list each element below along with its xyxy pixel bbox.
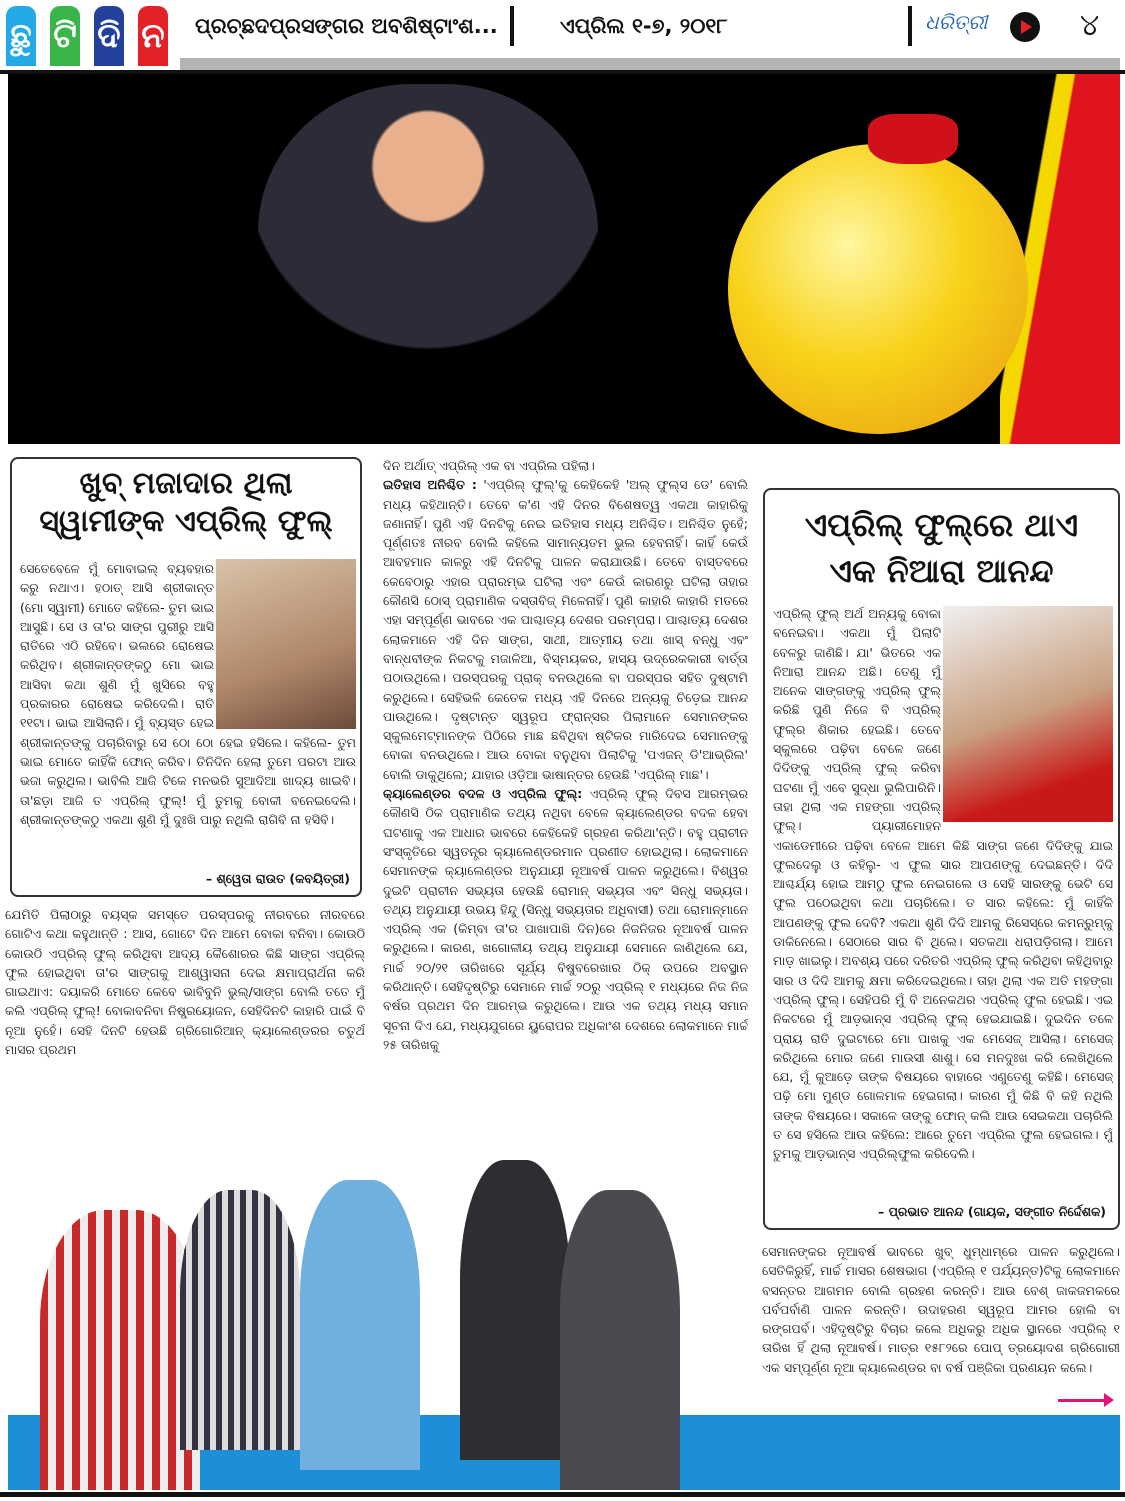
byline: – ଶ୍ୱେତା ରାଉତ (କବୟିତ୍ରୀ) — [205, 871, 350, 886]
continue-arrow-icon — [1058, 1399, 1110, 1402]
brand-logo: ଧରିତ୍ରୀ — [925, 10, 988, 34]
article-title: ଖୁବ୍ ମଜାଦାର ଥିଲା ସ୍ୱାମୀଙ୍କ ଏପ୍ରିଲ୍ ଫୁଲ୍ — [39, 466, 333, 539]
left-lower-text: ଯେମିତି ପିଲାଠାରୁ ବୟସ୍କ ସମସ୍ତେ ପରସ୍ପରକୁ ନୀରବରେ ନୀରବରେ ଗୋଟିଏ କଥା କହୁଥାନ୍ତି : ଆସ, ଗୋଟେ ଦିନ ଆମେ ବୋକା ବନିବା। କୋଉଠି କୋଉଠି ଏପ୍ରିଲ୍ ଫୁଲ୍ କରିଥିବା ଆଦ୍ୟ କୈଶୋରର କିଛି ସାଙ୍ଗ ଏପ୍ରିଲ୍ ଫୁଲ ହୋଇଥିବା ତା'ର ସାଙ୍ଗକୁ ଆଶ୍ୱାସନା ଦେଇ କ୍ଷମାପ୍ରାର୍ଥନା କରି ଗାଇଥାଏ: ଦୟାକରି ମୋତେ କେବେ ଭାବିବୁନି ଭୁଲ୍/ସାଙ୍ଗ ବୋଲି ତତେ ମୁଁ କଲି ଏପ୍ରିଲ୍ ଫୁଲ୍! ବୋକାବନିବା ନିଷ୍ପ୍ରୟୋଜନ, ସେହିଦିନଟି କାହାରି ପାଇଁ ବି ନୂଆ ନୁହେଁ। ସେହି ଦିନଟି ହେଉଛି ଗ୍ରିଗୋରିଆନ୍ କ୍ୟାଲେଣ୍ଡରର ଚତୁର୍ଥ ମାସର ପ୍ରଥମ — [5, 907, 365, 1058]
issue-date: ଏପ୍ରିଲ ୧-୭, ୨୦୧୮ — [560, 14, 728, 38]
divider — [510, 6, 514, 46]
page-number: ୪ — [1080, 8, 1100, 43]
left-article — [10, 457, 362, 897]
friends-group-photo — [40, 1100, 680, 1490]
divider — [908, 6, 912, 46]
winking-emoji — [728, 144, 1028, 434]
byline: – ପ୍ରଭାତ ଆନନ୍ଦ (ଗାୟକ, ସଙ୍ଗୀତ ନିର୍ଦ୍ଦେଶକ) — [877, 1204, 1106, 1219]
bow — [868, 114, 958, 164]
bottom-rule — [0, 1492, 1125, 1497]
middle-column: ଦିନ ଅର୍ଥାତ୍ ଏପ୍ରିଲ୍ ଏକ ବା ଏପ୍ରିଲ ପହିଲା। ଇତିହାସ ଅନିଶ୍ଚିତ : 'ଏପ୍ରିଲ୍ ଫୁଲ୍'କୁ କେହିକେହି 'ଅଲ୍ ଫୁଲ୍ସ ଡେ' ବୋଲି ମଧ୍ୟ କହିଥାନ୍ତି। ତେବେ କ'ଣ ଏହି ଦିନର ବିଶେଷତ୍ୱ ଏକଥା କାହାରିକୁ ଜଣାନାହିଁ। ପୁଣି ଏହି ଦିନଟିକୁ ନେଇ ଇତିହାସ ମଧ୍ୟ ଅନିଶ୍ଚିତ। ଅନିଶ୍ଚିତ ନୁହେଁ; ପୂର୍ଣ୍ଣତଃ ନୀରବ ବୋଲି କହିଲେ ସାମାନ୍ୟତମ ଭୁଲ ହେବନାହିଁ। କାହିଁ କେଉଁ ଆବହମାନ କାଳରୁ ଏହି ଦିନଟିକୁ ପାଳନ କରାଯାଉଛି। ତେବେ ବାସ୍ତବରେ କେବେଠାରୁ ଏହାର ପ୍ରାରମ୍ଭ ଘଟିଲା ଏବଂ କେଉଁ କାରଣରୁ ଘଟିଲା ତାହାର କୌଣସି ଠୋସ୍ ପ୍ରାମାଣିକ ଦସ୍ତାବିଜ୍ ମିଳେନାହିଁ। ପୁଣି କାହାରି କାହାରି ମତରେ ଏହା ସମ୍ପୂର୍ଣ୍ଣ ଭାବରେ ଏକ ପାଶ୍ଚାତ୍ୟ ଦେଶର ପରମ୍ପରା। ପାଶ୍ଚାତ୍ୟ ଦେଶର ଲୋକମାନେ ଏହି ଦିନ ସାଙ୍ଗ, ସାଥୀ, ଆତ୍ମୀୟ ତଥା ଖାସ୍ ବନ୍ଧୁ ଏବଂ ବାନ୍ଧବୀଙ୍କ ନିକଟକୁ ମଜାଳିଆ, ବିସ୍ମୟକର, ହାସ୍ୟ ଉଦ୍ରେକକାରୀ ବାର୍ତ୍ତା ପଠାଉଥିଲେ। ପରସ୍ପରକୁ ପ୍ରାକ୍ ବନଉଥିଲେ ବା ପରସ୍ପର ସହିତ ଦୁଷ୍ଟାମି କରୁଥିଲେ। ସେହିଭଳି କେତେକ ମଧ୍ୟ ଏହି ଦିନରେ ଅନ୍ୟକୁ ଚିଡ଼େଇ ଆନନ୍ଦ ପାଉଥିଲେ। ଦୃଷ୍ଟାନ୍ତ ସ୍ୱରୂପ ଫ୍ରାନ୍ସର ପିଲାମାନେ ସେମାନଙ୍କର ସ୍କୁଲମେଟ୍ମାନଙ୍କ ପିଠିରେ ମାଛ ଛବିଥିବା ଷ୍ଟିକର ମାରିଦେଇ ସେମାନଙ୍କୁ ବୋକା ବନଉଥିଲେ। ଆଉ ବୋକା ବନୁଥିବା ପିଲାଟିକୁ 'ପଏଜନ୍ ଡି'ଆଭ୍ରିଲ' ବୋଲି ଡାକୁଥିଲେ; ଯାହାର ଓଡ଼ିଆ ଭାଷାନ୍ତର ହେଉଛି 'ଏପ୍ରିଲ୍ ମାଛ'। କ୍ୟାଲେଣ୍ଡର ବଦଳ ଓ ଏପ୍ରିଲ ଫୁଲ୍: ଏପ୍ରିଲ୍ ଫୁଲ୍ ଦିବସ ଆରମ୍ଭର କୌଣସି ଠିକ ପ୍ରାମାଣିକ ତଥ୍ୟ ନଥିବା ବେଳେ କ୍ୟାଲେଣ୍ଡର ବଦଳ ହେବା ଘଟଣାକୁ ଏକ ଆଧାର ଭାବରେ କେହିକେହି ଗ୍ରହଣ କରିଥା'ନ୍ତି। ବହୁ ପ୍ରାଚୀନ ସଂସ୍କୃତିରେ ସ୍ୱତନ୍ତ୍ର କ୍ୟାଲେଣ୍ଡରମାନ ପ୍ରଣୀତ ହୋଇଥିଲା। ଲୋକମାନେ ସେମାନଙ୍କ କ୍ୟାଲେଣ୍ଡର ଅନୁଯାୟୀ ନୂଆବର୍ଷ ପାଳନ କରୁଥିଲେ। ବିଶ୍ୱର ଦୁଇଟି ପ୍ରାଚୀନ ସଭ୍ୟତା ହେଉଛି ରୋମାନ୍ ସଭ୍ୟତା ଏବଂ ସିନ୍ଧୁ ସଭ୍ୟତା। ତଥ୍ୟ ଅନୁଯାୟୀ ଉଭୟ ହିନ୍ଦୁ (ସିନ୍ଧୁ ସଭ୍ୟତାର ଅଧିବାସୀ) ତଥା ରୋମାନ୍ମାନେ ଏପ୍ରିଲ୍ ଏକ (କିମ୍ବା ତା'ର ପାଖାପାଖି ଦିନ)ରେ ନିଜନିଜର ନୂଆବର୍ଷ ପାଳନ କରୁଥିଲେ। କାରଣ, ଖଗୋଳୀୟ ତଥ୍ୟ ଅନୁଯାୟୀ ସେମାନେ ଜାଣିଥିଲେ ଯେ, ମାର୍ଚ୍ଚ ୨୦/୨୧ ତାରିଖରେ ସୂର୍ଯ୍ୟ ବିଷୁବରେଖାର ଠିକ୍ ଉପରେ ଅବସ୍ଥାନ କରିଥାନ୍ତି। ସେହିଦୃଷ୍ଟିରୁ ସେମାନେ ମାର୍ଚ୍ଚ ୨୦ରୁ ଏପ୍ରିଲ୍ ୧ ମଧ୍ୟରେ ନିଜ ନିଜ ବର୍ଷର ପ୍ରଥମ ଦିନ ଆରମ୍ଭ କରୁଥିଲେ। ଆଉ ଏକ ତଥ୍ୟ ମଧ୍ୟ ସମାନ ସୂଚନା ଦିଏ ଯେ, ମଧ୍ୟଯୁଗରେ ୟୁରୋପର ଅଧିକାଂଶ ଦେଶରେ ଲୋକମାନେ ମାର୍ଚ୍ଚ ୨୫ ତାରିଖକୁ — [383, 458, 748, 1052]
right-article — [763, 488, 1120, 1230]
hero-image — [8, 74, 1120, 444]
masthead-letter: ଛୁ — [6, 6, 36, 66]
subhead: ଇତିହାସ ଅନିଶ୍ଚିତ : — [383, 477, 477, 493]
masthead-letter: ନ — [138, 6, 168, 66]
article-title: ଏପ୍ରିଲ୍ ଫୁଲ୍‌ରେ ଥାଏ ଏକ ନିଆରା ଆନନ୍ଦ — [804, 506, 1079, 590]
masthead-letter: ଦି — [94, 6, 124, 66]
section-title: ପ୍ରଚ୍ଛଦପ୍ରସଙ୍ଗର ଅବଶିଷ୍ଟାଂଶ... — [195, 14, 498, 38]
play-icon — [1010, 12, 1040, 42]
header-bar — [180, 58, 1120, 70]
masthead-letter: ଟି — [50, 6, 80, 66]
article-body: ଏପ୍ରିଲ୍ ଫୁଲ୍ ଅର୍ଥ ଅନ୍ୟକୁ ବୋକା ବନେଇବା। ଏକଥା ମୁଁ ପିଲାଟି ବେଳରୁ ଜାଣିଛି। ଯା' ଭିତରେ ଏକ ନିଆରା ଆନନ୍ଦ ଅଛି। ତେଣୁ ମୁଁ ଅନେକ ସାଙ୍ଗଙ୍କୁ ଏପ୍ରିଲ୍ ଫୁଲ୍ କରିଛି ପୁଣି ନିଜେ ବି ଏପ୍ରିଲ୍ ଫୁଲ୍‌ର ଶିକାର ହେଇଛି। ତେବେ ସ୍କୁଲରେ ପଢ଼ିବା ବେଳେ ଜଣେ ଦିଦିଙ୍କୁ ଏପ୍ରିଲ୍ ଫୁଲ୍ କରିବା ଘଟଣା ମୁଁ ଏବେ ସୁଦ୍ଧା ଭୁଲିପାରିନି। ତାହା ଥିଲା ଏକ ମହଙ୍ଗା ଏପ୍ରିଲ୍ ଫୁଲ୍। ପ୍ୟାରୀମୋହନ ଏକାଡେମୀରେ ପଢ଼ିବା ବେଳେ ଆମେ କିଛି ସାଙ୍ଗ ଜଣେ ଦିଦିଙ୍କୁ ଯାଇ ଫୁଲଦେଲୁ ଓ କହିଲୁ- ଏ ଫୁଲ ସାର ଆପଣଙ୍କୁ ଦେଇଛନ୍ତି। ଦିଦି ଆଶ୍ଚର୍ଯ୍ୟ ହୋଇ ଆମଠୁ ଫୁଲ ନେଇଗଲେ ଓ ସେହି ସାରଙ୍କୁ ଭେଟି ସେ ଫୁଲ ପଠେଇଥିବା କଥା ପଚାରିଲେ। ତ ସାର କହିଲେ: ମୁଁ କାହିଁକି ଆପଣଙ୍କୁ ଫୁଲ ଦେବି? ଏକଥା ଶୁଣି ଦିଦି ଆମକୁ ରିସେସ୍‌ରେ କମନ୍‌ରୁମ୍‌କୁ ଡାକିନେଲେ। ସେଠାରେ ସାର ବି ଥିଲେ। ସତକଥା ଧରାପଡ଼ିଗଲା। ଆମେ ମାଡ଼ ଖାଇଲୁ। ଅବଶ୍ୟ ପରେ ଦରିତରି ଏପ୍ରିଲ୍ ଫୁଲ୍ କରିଥିବା କହିଥିବାରୁ ସାର ଓ ଦିଦି ଆମକୁ କ୍ଷମା କରିଦେଇଥିଲେ। ତାହା ଥିଲା ଏକ ଅତି ମହଙ୍ଗା ଏପ୍ରିଲ୍ ଫୁଲ୍। ସେହିପରି ମୁଁ ବି ଅନେକଥର ଏପ୍ରିଲ୍ ଫୁଲ ହେଇଛି। ଏଇ ନିକଟରେ ମୁଁ ଆଡ଼ଭାନ୍ସ ଏପ୍ରିଲ୍ ଫୁଲ୍ ହେଇଯାଇଛି। ଦୁଇଦିନ ତଳେ ପ୍ରାୟ ରାତି ଦୁଇଟାରେ ମୋ ପାଖକୁ ଏକ ମେସେଜ୍ ଆସିଲା। ମେସେଜ୍ କରିଥିଲେ ମୋର ଜଣେ ମାଉସୀ ଶାଶୁ। ସେ ମନଦୁଃଖ କରି ଲେଖିଥିଲେ ଯେ, ମୁଁ କୁଆଡ଼େ ତାଙ୍କ ବିଷୟରେ ବାହାରେ ଏଣୁତେଣୁ କହିଛି। ମେସେଜ୍ ପଢ଼ି ମୋ ମୁଣ୍ଡ ଗୋଳମାଳ ହେଇଗଲା। କାରଣ ମୁଁ କିଛି ବି କହି ନଥିଲି ତାଙ୍କ ବିଷୟରେ। ସକାଳେ ତାଙ୍କୁ ଫୋନ୍ କଲି ଆଉ ସେଇକଥା ପଚାରିଲି ତ ସେ ହସିଲେ ଆଉ କହିଲେ: ଆରେ ତୁମେ ଏପ୍ରିଲ ଫୁଲ ହେଇଗଲ। ମୁଁ ତୁମକୁ ଆଡ଼ଭାନ୍ସ ଏପ୍ରିଲ୍‌ଫୁଲ କରିଦେଲି। — [773, 606, 1113, 1162]
article-body: ସେତେବେଳେ ମୁଁ ମୋବାଇଲ୍ ବ୍ୟବହାର କରୁ ନଥାଏ। ହଠାତ୍ ଆସି ଶ୍ରୀକାନ୍ତ (ମୋ ସ୍ୱାମୀ) ମୋତେ କହିଲେ- ତୁମ ଭାଇ ଆସୁଛି। ସେ ଓ ତା'ର ସାଙ୍ଗ ପୁରୀରୁ ଆସି ରାତିରେ ଏଠି ରହିବେ। ଭଲରେ ରୋଷେଇ କରିଥିବ। ଶ୍ରୀକାନ୍ତଙ୍କଠୁ ମୋ ଭାଇ ଆସିବା କଥା ଶୁଣି ମୁଁ ଖୁସିରେ ବହୁ ପ୍ରକାରର ରୋଷେଇ କରିଦେଲି। ରାତି ୧୧ଟା। ଭାଇ ଆସିଲାନି। ମୁଁ ବ୍ୟସ୍ତ ହେଇ ଶ୍ରୀକାନ୍ତଙ୍କୁ ପଚାରିବାରୁ ସେ ଠୋ ଠୋ ହେଇ ହସିଲେ। କହିଲେ- ତୁମ ଭାଇ ମୋତେ କାହିଁକି ଫୋନ୍ କରିବ। ତିନିଦିନ ହେଲା ତୁମେ ପରଟା ଆଉ ଭଜା କରୁଥିଲ। ଭାବିଲି ଆଜି ଟିକେ ମନଭରି ସୁଆଦିଆ ଖାଦ୍ୟ ଖାଇବି। ତା'ଛଡ଼ା ଆଜି ତ ଏପ୍ରିଲ୍ ଫୁଲ୍! ମୁଁ ତୁମକୁ ବୋକୀ ବନେଇଦେଲି। ଶ୍ରୀକାନ୍ତଙ୍କଠୁ ଏକଥା ଶୁଣି ମୁଁ ଦୁଃଖି ପାରୁ ନଥିଲି ରାଗିବି ନା ହସିବି। — [20, 561, 356, 827]
laughing-man — [258, 84, 598, 414]
right-lower-text: ସେମାନଙ୍କର ନୂଆବର୍ଷ ଭାବରେ ଖୁବ୍ ଧୁମ୍‌ଧାମ୍‌ରେ ପାଳନ କରୁଥିଲେ। ସେତିକିରୁହିଁ, ମାର୍ଚ୍ଚ ମାସର ଶେଷଭାଗ (ଏପ୍ରିଲ୍ ୧ ପର୍ଯ୍ୟନ୍ତ)ଟିକୁ ଲୋକମାନେ ବସନ୍ତର ଆଗମନ ବୋଲି ଗ୍ରହଣ କରନ୍ତି। ଆଉ ବେଶ୍ ଜାକଜମକରେ ପର୍ବପର୍ବାଣି ପାଳନ କରନ୍ତି। ଉଦାହରଣ ସ୍ୱରୂପ ଆମର ହୋଲି ବା ରଙ୍ଗପର୍ବ। ଏହିଦୃଷ୍ଟିରୁ ବିଚାର କଲେ ଅଧିକରୁ ଅଧିକ ସ୍ଥାନରେ ଏପ୍ରିଲ୍ ୧ ତାରିଖ ହିଁ ଥିଲା ନୂଆବର୍ଷ। ମାତ୍ର ୧୫୮୨ରେ ପୋପ୍ ତ୍ରୟୋଦଶ ଗ୍ରିଗୋରୀ ଏକ ସମ୍ପୂର୍ଣ୍ଣ ନୂଆ କ୍ୟାଲେଣ୍ଡର ବା ବର୍ଷ ପଞ୍ଜିକା ପ୍ରଣୟନ କଲେ। — [762, 1244, 1120, 1375]
subhead: କ୍ୟାଲେଣ୍ଡର ବଦଳ ଓ ଏପ୍ରିଲ ଫୁଲ୍: — [383, 786, 583, 802]
